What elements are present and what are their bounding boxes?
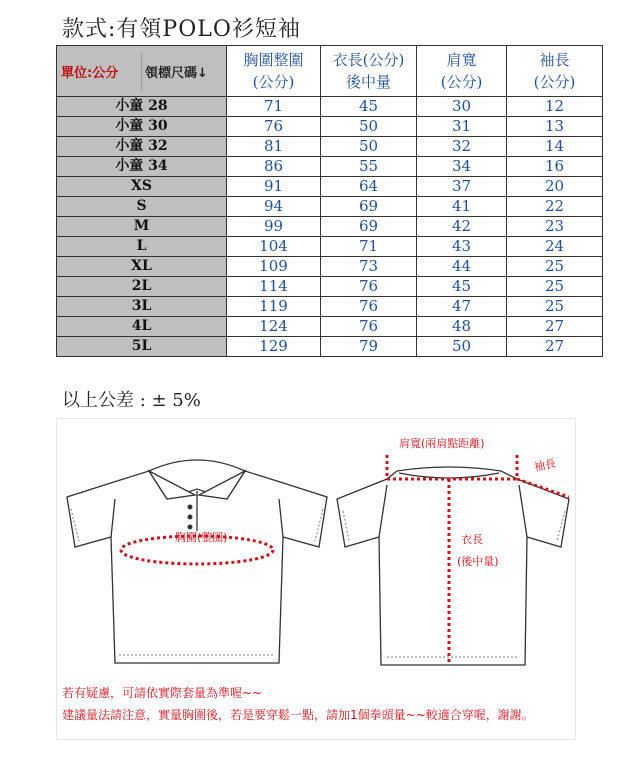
measurement-cell: 42 [417,217,507,237]
measurement-cell: 71 [227,97,321,117]
table-row [57,217,603,237]
size-table-body [57,97,603,357]
size-column-label: 領標尺碼↓ [145,66,208,81]
measurement-cell: 119 [227,297,321,317]
measurement-cell: 16 [507,157,603,177]
back-shirt-icon [337,467,569,665]
table-row [57,177,603,197]
measurement-cell: 71 [321,237,417,257]
measurement-cell: 27 [507,317,603,337]
size-cell: 小童 28 [57,97,227,117]
table-row [57,277,603,297]
measurement-cell: 76 [321,297,417,317]
table-row [57,197,603,217]
measurement-cell: 55 [321,157,417,177]
sleeve-label: 袖長 [532,456,558,474]
measurement-cell: 27 [507,337,603,357]
measurement-cell: 76 [321,317,417,337]
measurement-cell: 44 [417,257,507,277]
measurement-cell: 31 [417,117,507,137]
size-cell: 5L [57,337,227,357]
measurement-cell: 86 [227,157,321,177]
size-cell: 3L [57,297,227,317]
measurement-cell: 47 [417,297,507,317]
measurement-cell: 45 [321,97,417,117]
tolerance-note: 以上公差 : ± 5% [62,390,201,411]
table-row [57,97,603,117]
measurement-cell: 48 [417,317,507,337]
measurement-cell: 69 [321,197,417,217]
measurement-cell: 34 [417,157,507,177]
measurement-cell: 13 [507,117,603,137]
measurement-cell: 20 [507,177,603,197]
column-header-line: 後中量 [345,73,391,91]
measurement-cell: 69 [321,217,417,237]
table-row [57,317,603,337]
measurement-cell: 24 [507,237,603,257]
column-header-sleeve [507,46,603,97]
chest-label: 胸圍(整圈) [175,531,228,544]
size-cell: 小童 30 [57,117,227,137]
column-header-length [321,46,417,97]
measurement-cell: 50 [417,337,507,357]
table-row [57,157,603,177]
column-header-line: 肩寬 [446,51,477,69]
measurement-cell: 32 [417,137,507,157]
measurement-cell: 23 [507,217,603,237]
table-header-row [57,46,603,97]
measurement-cell: 81 [227,137,321,157]
column-header-line: 衣長(公分) [332,51,405,69]
size-table [56,45,603,357]
table-row [57,297,603,317]
table-corner-header [57,46,227,97]
measurement-cell: 124 [227,317,321,337]
measurement-cell: 79 [321,337,417,357]
measurement-cell: 109 [227,257,321,277]
measurement-cell: 99 [227,217,321,237]
size-cell: S [57,197,227,217]
measurement-cell: 114 [227,277,321,297]
measurement-cell: 64 [321,177,417,197]
unit-label: 單位:公分 [61,66,119,81]
size-cell: 4L [57,317,227,337]
measurement-cell: 14 [507,137,603,157]
measurement-cell: 45 [417,277,507,297]
length-label: 衣長 [461,533,483,546]
measurement-cell: 76 [321,277,417,297]
table-row [57,337,603,357]
column-header-line: 胸圍整圍 [243,51,304,69]
note-line-1: 若有疑慮，可請依實際套量為準喔~~ [62,686,263,700]
corner-divider [141,52,142,92]
front-shirt-icon [67,460,327,663]
note-line-2: 建議量法請注意，實量胸圍後，若是要穿鬆一點，請加1個拳頭量~~較適合穿喔，謝謝。 [62,708,534,722]
column-header-chest [227,46,321,97]
column-header-line: (公分) [440,73,483,91]
measurement-cell: 41 [417,197,507,217]
measurement-cell: 50 [321,117,417,137]
measurement-cell: 12 [507,97,603,117]
measurement-cell: 76 [227,117,321,137]
measurement-cell: 129 [227,337,321,357]
measurement-cell: 91 [227,177,321,197]
measurement-cell: 30 [417,97,507,117]
column-header-line: (公分) [533,73,576,91]
size-cell: XL [57,257,227,277]
table-row [57,117,603,137]
size-cell: 小童 32 [57,137,227,157]
size-cell: L [57,237,227,257]
table-row [57,137,603,157]
measurement-cell: 50 [321,137,417,157]
column-header-shoulder [417,46,507,97]
size-cell: XS [57,177,227,197]
measurement-cell: 25 [507,277,603,297]
column-header-line: (公分) [252,73,295,91]
size-cell: M [57,217,227,237]
measurement-cell: 22 [507,197,603,217]
table-row [57,237,603,257]
measurement-cell: 25 [507,257,603,277]
measurement-cell: 37 [417,177,507,197]
measurement-cell: 94 [227,197,321,217]
measurement-cell: 43 [417,237,507,257]
size-cell: 小童 34 [57,157,227,177]
shoulder-label: 肩寬(兩肩點距離) [399,437,485,450]
column-header-line: 袖長 [539,51,570,69]
table-row [57,257,603,277]
length-sublabel: (後中量) [457,555,499,568]
measurement-cell: 104 [227,237,321,257]
measurement-cell: 73 [321,257,417,277]
page-title: 款式:有領POLO衫短袖 [62,17,301,42]
size-cell: 2L [57,277,227,297]
measurement-cell: 25 [507,297,603,317]
